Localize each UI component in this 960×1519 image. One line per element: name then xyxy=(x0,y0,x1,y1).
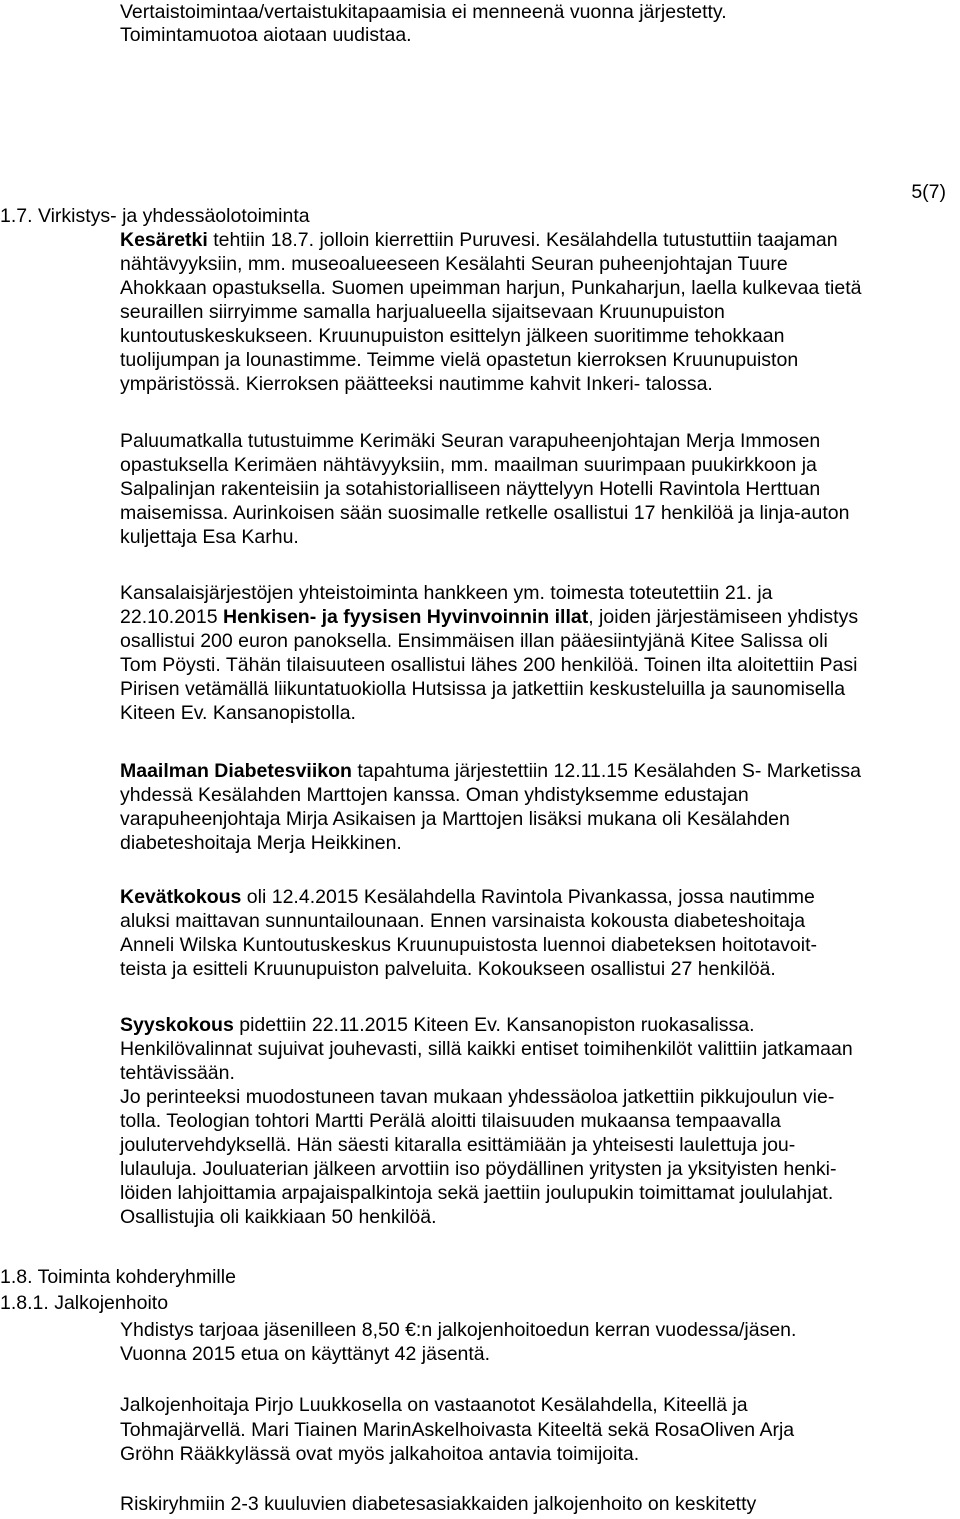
intro-line-2: Toimintamuotoa aiotaan uudistaa. xyxy=(120,24,412,46)
sub-heading-1-8-1: 1.8.1. Jalkojenhoito xyxy=(0,1292,169,1314)
para-line: tuolijumpan ja lounastimme. Teimme vielä opastetun kierroksen Kruunupuiston xyxy=(120,349,799,371)
para-line: Gröhn Rääkkylässä ovat myös jalkahoitoa antavia toimijoita. xyxy=(120,1443,640,1465)
kesaretki-rest: tehtiin 18.7. jolloin kierrettiin Puruvesi. Kesälahdella tutustuttiin taajaman xyxy=(207,229,838,251)
para-line: joulutervehdyksellä. Hän säesti kitaralla esittämiään ja yhteisesti laulettuja jou- xyxy=(120,1134,796,1156)
para-line: Riskiryhmiin 2-3 kuuluvien diabetesasiakkaiden jalkojenhoito on keskitetty xyxy=(120,1493,757,1515)
para-line: teista ja esitteli Kruunupuiston palveluita. Kokoukseen osallistui 27 henkilöä. xyxy=(120,958,776,980)
para-line: Tohmajärvellä. Mari Tiainen MarinAskelhoivasta Kiteeltä sekä RosaOliven Arja xyxy=(120,1419,795,1441)
date-text: 22.10.2015 xyxy=(120,606,224,628)
para-line: maisemissa. Aurinkoisen sään suosimalle retkelle osallistui 17 henkilöä ja linja-auton xyxy=(120,502,850,524)
syyskokous-line xyxy=(120,1013,755,1037)
kevatkokous-line xyxy=(120,885,815,909)
para-line: Jo perinteeksi muodostuneen tavan mukaan yhdessäoloa jatkettiin pikkujoulun vie- xyxy=(120,1086,835,1108)
para-line: Vuonna 2015 etua on käyttänyt 42 jäsentä. xyxy=(120,1343,491,1365)
kesaretki-line xyxy=(120,228,838,252)
syyskokous-rest: pidettiin 22.11.2015 Kiteen Ev. Kansanopiston ruokasalissa. xyxy=(233,1014,755,1036)
para-line: yhdessä Kesälahden Marttojen kanssa. Oman yhdistyksemme edustajan xyxy=(120,784,749,806)
para-line: lulauluja. Jouluaterian jälkeen arvottiin iso pöydällinen yritysten ja yksityisten henki- xyxy=(120,1158,837,1180)
section-heading-1-8: 1.8. Toiminta kohderyhmille xyxy=(0,1266,236,1288)
para-line: tolla. Teologian tohtori Martti Perälä aloitti tilaisuuden mukaansa tempaavalla xyxy=(120,1110,781,1132)
para-line: kuljettaja Esa Karhu. xyxy=(120,526,299,548)
para-line: Henkilövalinnat sujuivat jouhevasti, sillä kaikki entiset toimihenkilöt valittiin jatkamaan xyxy=(120,1038,853,1060)
hyvinvointi-rest: , joiden järjestämiseen yhdistys xyxy=(588,606,859,628)
para-line: ympäristössä. Kierroksen päätteeksi nautimme kahvit Inkeri- talossa. xyxy=(120,373,713,395)
para-line: Osallistujia oli kaikkiaan 50 henkilöä. xyxy=(120,1206,437,1228)
syyskokous-bold: Syyskokous xyxy=(120,1014,234,1036)
hyvinvointi-bold: Henkisen- ja fyysisen Hyvinvoinnin illat xyxy=(223,606,589,628)
para-line: aluksi maittavan sunnuntailounaan. Ennen varsinaista kokousta diabeteshoitaja xyxy=(120,910,806,932)
para-line: kuntoutuskeskukseen. Kruunupuiston esittelyn jälkeen suoritimme tehokkaan xyxy=(120,325,785,347)
para-line: varapuheenjohtaja Mirja Asikaisen ja Marttojen lisäksi mukana oli Kesälahden xyxy=(120,808,790,830)
kesaretki-bold: Kesäretki xyxy=(120,229,208,251)
kevatkokous-bold: Kevätkokous xyxy=(120,886,242,908)
intro-line-1: Vertaistoimintaa/vertaistukitapaamisia ei menneenä vuonna järjestetty. xyxy=(120,1,727,23)
para-line: Jalkojenhoitaja Pirjo Luukkosella on vastaanotot Kesälahdella, Kiteellä ja xyxy=(120,1394,748,1416)
diabetesviikko-bold: Maailman Diabetesviikon xyxy=(120,760,352,782)
diabetesviikko-rest: tapahtuma järjestettiin 12.11.15 Kesälahden S- Marketissa xyxy=(351,760,862,782)
hyvinvointi-line xyxy=(120,605,858,629)
page-number: 5(7) xyxy=(911,181,946,203)
para-line: tehtävissään. xyxy=(120,1062,235,1084)
para-line: Kiteen Ev. Kansanopistolla. xyxy=(120,702,356,724)
para-line: seuraillen siirryimme samalla harjualueella sijaitsevaan Kruunupuiston xyxy=(120,301,725,323)
para-line: Salpalinjan rakenteisiin ja sotahistorialliseen näyttelyyn Hotelli Ravintola Herttuan xyxy=(120,478,821,500)
para-line: opastuksella Kerimäen nähtävyyksiin, mm. maailman suurimpaan puukirkkoon ja xyxy=(120,454,817,476)
section-heading-1-7: 1.7. Virkistys- ja yhdessäolotoiminta xyxy=(0,205,310,227)
para-line: löiden lahjoittamia arpajaispalkintoja sekä jaettiin joulupukin toimittamat joululahjat. xyxy=(120,1182,834,1204)
para-line: Tom Pöysti. Tähän tilaisuuteen osallistui lähes 200 henkilöä. Toinen ilta aloitettiin Pasi xyxy=(120,654,858,676)
para-line: Paluumatkalla tutustuimme Kerimäki Seuran varapuheenjohtajan Merja Immosen xyxy=(120,430,821,452)
para-line: Pirisen vetämällä liikuntatuokiolla Hutsissa ja jatkettiin keskusteluilla ja saunomisella xyxy=(120,678,846,700)
para-line: osallistui 200 euron panoksella. Ensimmäisen illan pääesiintyjänä Kitee Salissa oli xyxy=(120,630,828,652)
para-line: Ahokkaan opastuksella. Suomen upeimman harjun, Punkaharjun, laella kulkevaa tietä xyxy=(120,277,862,299)
diabetesviikko-line xyxy=(120,759,861,783)
para-line: diabeteshoitaja Merja Heikkinen. xyxy=(120,832,402,854)
para-line: nähtävyyksiin, mm. museoalueeseen Kesälahti Seuran puheenjohtajan Tuure xyxy=(120,253,788,275)
para-line: Kansalaisjärjestöjen yhteistoiminta hankkeen ym. toimesta toteutettiin 21. ja xyxy=(120,582,773,604)
kevatkokous-rest: oli 12.4.2015 Kesälahdella Ravintola Pivankassa, jossa nautimme xyxy=(241,886,815,908)
para-line: Yhdistys tarjoaa jäsenilleen 8,50 €:n jalkojenhoitoedun kerran vuodessa/jäsen. xyxy=(120,1319,797,1341)
para-line: Anneli Wilska Kuntoutuskeskus Kruunupuistosta luennoi diabeteksen hoitotavoit- xyxy=(120,934,818,956)
